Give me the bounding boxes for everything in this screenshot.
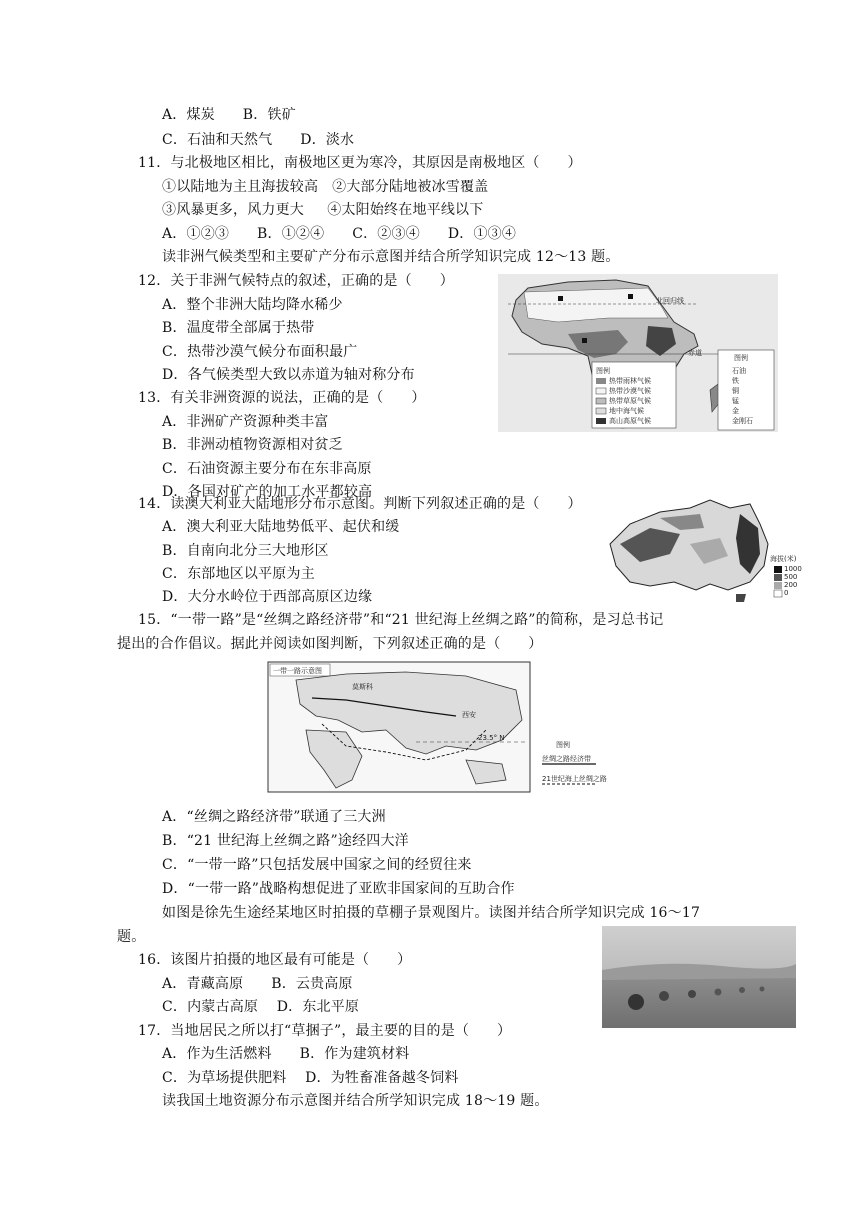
- q13-stem: 13．有关非洲资源的说法，正确的是（ ）: [138, 390, 426, 406]
- belt-map-title: 一带一路示意图: [273, 667, 322, 675]
- q14-option-c: C．东部地区以平原为主: [162, 566, 315, 582]
- altitude-level-200: 200: [784, 581, 798, 589]
- altitude-level-500: 500: [784, 573, 798, 581]
- grassland-photo: [602, 926, 796, 1028]
- mineral-legend-title: 图例: [734, 354, 748, 362]
- mineral-legend-3: 铜: [732, 387, 739, 395]
- belt-legend-sea: 21世纪海上丝绸之路: [542, 775, 607, 783]
- mineral-legend-4: 锰: [732, 397, 739, 405]
- q15-option-a: A．“丝绸之路经济带”联通了三大洲: [162, 809, 386, 825]
- altitude-legend-title: 海拔(米): [770, 555, 797, 563]
- q15-option-b: B．“21 世纪海上丝绸之路”途经四大洋: [162, 833, 409, 849]
- mineral-legend-5: 金: [732, 407, 739, 415]
- altitude-level-0: 0: [784, 589, 789, 597]
- climate-legend-4: 地中海气候: [609, 407, 644, 415]
- q10-options-ab: A．煤炭 B．铁矿: [162, 107, 296, 123]
- altitude-level-1000: 1000: [784, 565, 802, 573]
- moscow-label: 莫斯科: [352, 683, 373, 691]
- q11-stem: 11．与北极地区相比，南极地区更为寒冷，其原因是南极地区（ ）: [138, 155, 582, 171]
- q16-options-cd: C．内蒙古高原 D．东北平原: [162, 999, 360, 1015]
- australia-terrain-map: [600, 494, 802, 604]
- q14-option-b: B．自南向北分三大地形区: [162, 543, 329, 559]
- q13-option-c: C．石油资源主要分布在东非高原: [162, 461, 372, 477]
- q13-option-d: D．各国对矿产的加工水平都较高: [162, 484, 373, 500]
- q17-options-cd: C．为草场提供肥料 D．为牲畜准备越冬饲料: [162, 1070, 459, 1086]
- latitude-label: 23.5° N: [478, 734, 505, 742]
- q14-option-a: A．澳大利亚大陆地势低平、起伏和缓: [162, 519, 400, 535]
- equator-label: 赤道: [688, 349, 702, 357]
- q16-options-ab: A．青藏高原 B．云贵高原: [162, 976, 353, 992]
- tropic-label: 北回归线: [656, 297, 684, 305]
- hay-bales-graphic: [602, 926, 796, 1028]
- climate-legend-5: 高山高原气候: [609, 417, 651, 425]
- q10-options-cd: C．石油和天然气 D．淡水: [162, 132, 355, 148]
- q16-stem: 16．该图片拍摄的地区最有可能是（ ）: [138, 952, 412, 968]
- climate-legend-2: 热带沙漠气候: [609, 387, 651, 395]
- mineral-legend-1: 石油: [732, 367, 746, 375]
- q12-option-d: D．各气候类型大致以赤道为轴对称分布: [162, 367, 415, 383]
- climate-legend-1: 热带雨林气候: [609, 377, 651, 385]
- climate-legend-title: 图例: [596, 367, 610, 375]
- q12-stem: 12．关于非洲气候特点的叙述，正确的是（ ）: [138, 273, 454, 289]
- q15-stem-line1: 15．“一带一路”是“丝绸之路经济带”和“21 世纪海上丝绸之路”的简称，是习总书记: [138, 612, 664, 628]
- q12-option-a: A．整个非洲大陆均降水稀少: [162, 297, 343, 313]
- belt-legend-land: 丝绸之路经济带: [542, 755, 591, 763]
- q14-option-d: D．大分水岭位于西部高原区边缘: [162, 589, 373, 605]
- australia-map-graphic: [600, 494, 798, 604]
- q12-option-c: C．热带沙漠气候分布面积最广: [162, 344, 358, 360]
- xian-label: 西安: [462, 711, 476, 719]
- q11-statement-2: ③风暴更多，风力更大 ④太阳始终在地平线以下: [162, 202, 484, 218]
- mineral-legend-2: 铁: [732, 377, 739, 385]
- africa-climate-map: [498, 274, 778, 432]
- q11-statement-1: ①以陆地为主且海拔较高 ②大部分陆地被冰雪覆盖: [162, 179, 489, 195]
- belt-legend-title: 图例: [556, 741, 570, 749]
- q15-option-c: C．“一带一路”只包括发展中国家之间的经贸往来: [162, 857, 472, 873]
- q14-stem: 14．读澳大利亚大陆地形分布示意图。判断下列叙述正确的是（ ）: [138, 496, 582, 512]
- mineral-legend-6: 金刚石: [732, 417, 753, 425]
- q15-stem-line2: 提出的合作倡议。据此并阅读如图判断，下列叙述正确的是（ ）: [117, 636, 543, 652]
- q12-option-b: B．温度带全部属于热带: [162, 320, 315, 336]
- intro-18-19: 读我国土地资源分布示意图并结合所学知识完成 18～19 题。: [162, 1093, 549, 1109]
- q11-options: A．①②③ B．①②④ C．②③④ D．①③④: [162, 226, 517, 242]
- q17-options-ab: A．作为生活燃料 B．作为建筑材料: [162, 1046, 410, 1062]
- intro-16-17-line1: 如图是徐先生途经某地区时拍摄的草棚子景观图片。读图并结合所学知识完成 16～17: [162, 905, 701, 921]
- intro-12-13: 读非洲气候类型和主要矿产分布示意图并结合所学知识完成 12～13 题。: [162, 249, 620, 265]
- q17-stem: 17．当地居民之所以打“草捆子”，最主要的目的是（ ）: [138, 1023, 512, 1039]
- climate-legend-3: 热带草原气候: [609, 397, 651, 405]
- belt-and-road-map: [266, 660, 636, 796]
- q13-option-a: A．非洲矿产资源种类丰富: [162, 414, 329, 430]
- intro-16-17-line2: 题。: [117, 929, 146, 945]
- q15-option-d: D．“一带一路”战略构想促进了亚欧非国家间的互助合作: [162, 881, 515, 897]
- q13-option-b: B．非洲动植物资源相对贫乏: [162, 437, 343, 453]
